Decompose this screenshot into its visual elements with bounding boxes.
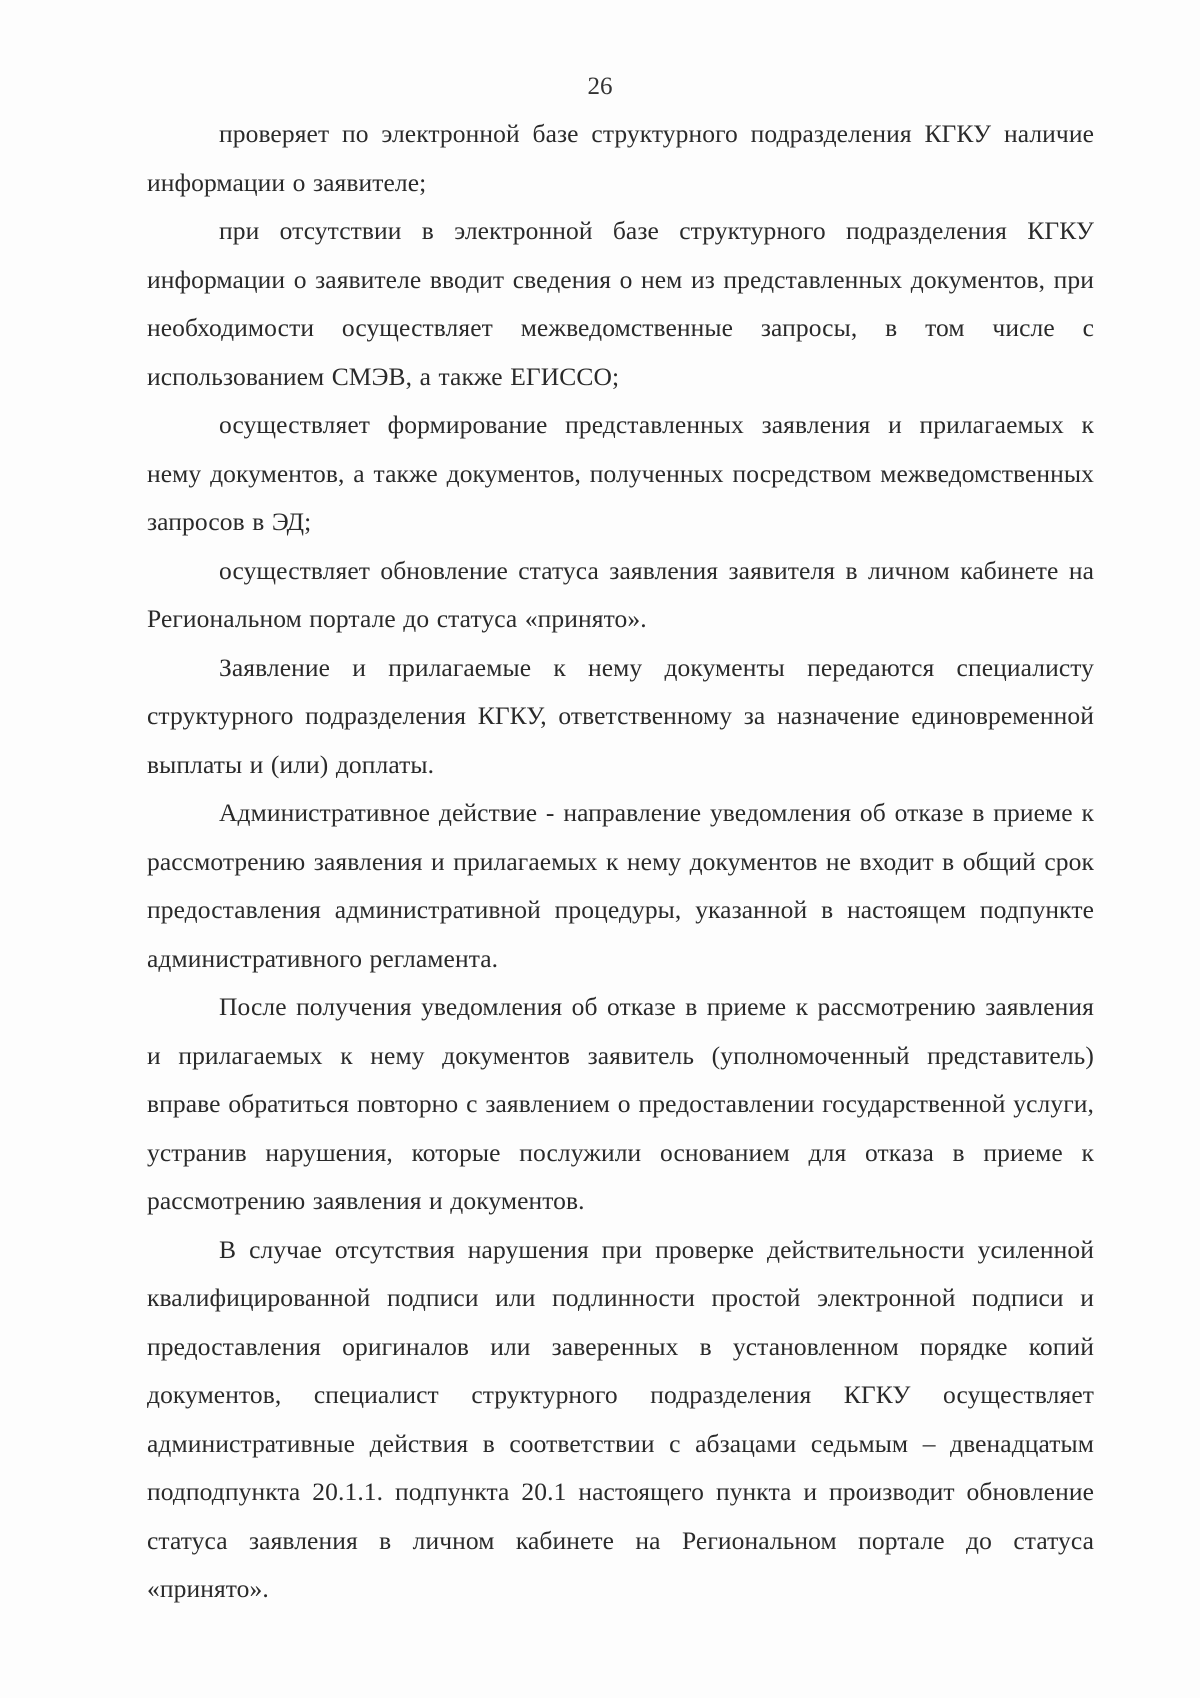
paragraph: Заявление и прилагаемые к нему документы передаются специалисту структурного подразделения КГКУ, ответственному за назначение единовременной выплаты и (или) доплаты. bbox=[147, 652, 1094, 779]
page-number: 26 bbox=[587, 73, 613, 100]
paragraph: Административное действие - направление уведомления об отказе в приеме к рассмотрению заявления и прилагаемых к нему документов не входит в общий срок предоставления административной процедуры, указанной в настоящем подпункте административного регламента. bbox=[147, 798, 1094, 973]
paragraph: при отсутствии в электронной базе структурного подразделения КГКУ информации о заявителе вводит сведения о нем из представленных документов, при необходимости осуществляет межведомственные запросы, в том числе с использованием СМЭВ, а также ЕГИССО; bbox=[147, 216, 1094, 391]
paragraph: осуществляет обновление статуса заявления заявителя в личном кабинете на Региональном портале до статуса «принято». bbox=[147, 555, 1094, 633]
document-body bbox=[147, 110, 1094, 1614]
paragraph: После получения уведомления об отказе в приеме к рассмотрению заявления и прилагаемых к нему документов заявитель (уполномоченный представитель) вправе обратиться повторно с заявлением о предоставлении государственной услуги, устранив нарушения, которые послужили основанием для отказа в приеме к рассмотрению заявления и документов. bbox=[147, 992, 1094, 1215]
paragraph: В случае отсутствия нарушения при проверке действительности усиленной квалифицированной подписи или подлинности простой электронной подписи и предоставления оригиналов или заверенных в установленном порядке копий документов, специалист структурного подразделения КГКУ осуществляет административные действия в соответствии с абзацами седьмым – двенадцатым подподпункта 20.1.1. подпункта 20.1 настоящего пункта и производит обновление статуса заявления в личном кабинете на Региональном портале до статуса «принято». bbox=[147, 1234, 1094, 1603]
paragraph: осуществляет формирование представленных заявления и прилагаемых к нему документов, а также документов, полученных посредством межведомственных запросов в ЭД; bbox=[147, 410, 1094, 536]
paragraph: проверяет по электронной базе структурного подразделения КГКУ наличие информации о заявителе; bbox=[147, 119, 1094, 197]
